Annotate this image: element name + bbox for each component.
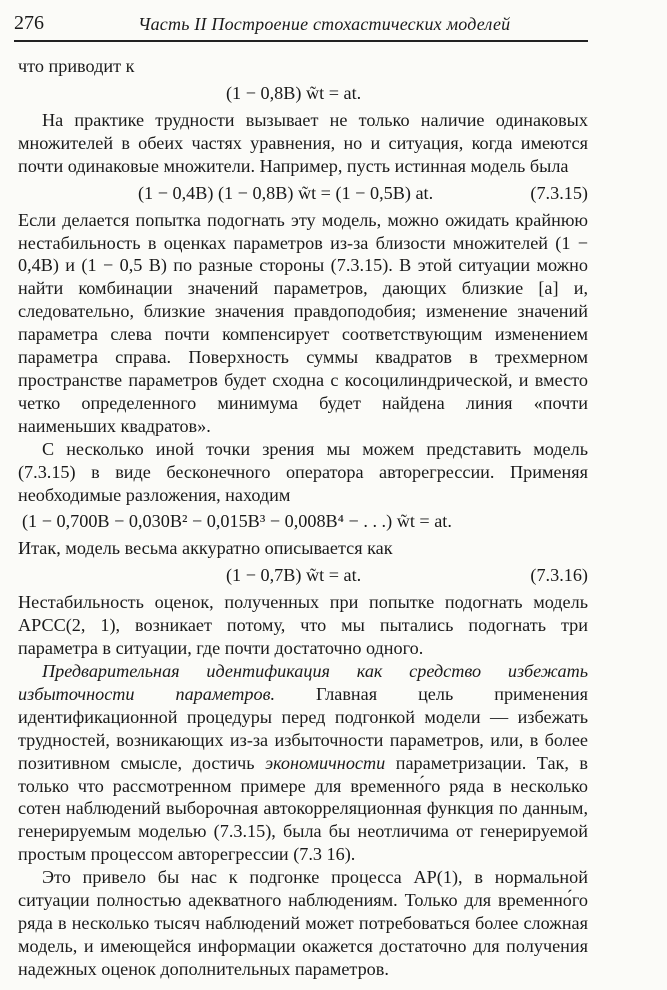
equation-7-3-16	[18, 561, 588, 589]
emphasis-term: экономичности	[265, 752, 386, 773]
equation-1	[18, 79, 588, 107]
paragraph-6: Нестабильность оценок, полученных при попытке подогнать модель АРСС(2, 1), возникает потому, что мы пытались подогнать три параметра в ситуации, где почти достаточно одного.	[18, 592, 588, 659]
equation-7-3-16-expression: (1 − 0,7B) w̃t = at.	[226, 565, 362, 586]
paragraph-7-text-b: параметризации. Так, в только что рассмотренном примере для временно́го ряда в несколько сотен наблюдений выборочная автокорреляционная функция по данным, генерируемым моделью (7.3.15), была бы неотличима от генерируемой простым процессом авторегрессии (7.3 16).	[18, 752, 588, 865]
paragraph-2: На практике трудности вызывает не только наличие одинаковых множителей в обеих частях уравнения, но и ситуация, когда имеются почти одинаковые множители. Например, пусть истинная модель была	[18, 109, 588, 176]
paragraph-3: Если делается попытка подогнать эту модель, можно ожидать крайнюю нестабильность в оценках параметров из-за близости множителей (1 − 0,4B) и (1 − 0,5 B) по разные стороны (7.3.15). В этой ситуации можно найти комбинации значений параметров, дающих близкие [a] и, следовательно, близкие значения правдоподобия; изменение значений параметра слева почти компенсирует соответствующим изменением параметра справа. Поверхность суммы квадратов в трехмерном пространстве параметров будет сходна с косоцилиндрической, и вместо четко определенного минимума будет найдена линия «почти наименьших квадратов».	[18, 209, 588, 436]
equation-expansion	[18, 507, 588, 535]
section-heading-italic: Предварительная идентификация как средство избежать избыточности параметров.	[18, 661, 588, 704]
equation-7-3-16-number: (7.3.16)	[530, 565, 588, 586]
equation-expansion-expression: (1 − 0,700B − 0,030B² − 0,015B³ − 0,008B⁴ − . . .) w̃t = at.	[22, 511, 452, 532]
equation-7-3-15	[18, 179, 588, 207]
running-title: Часть II Построение стохастических моделей	[138, 14, 511, 34]
paragraph-7-text-a: Главная цель применения идентификационной процедуры перед подгонкой модели — избежать трудностей, возникающих из-за избыточности параметров, или, в более позитивном смысле, достичь	[18, 683, 589, 773]
paragraph-5: Итак, модель весьма аккуратно описывается как	[18, 538, 393, 559]
page-number: 276	[14, 12, 44, 34]
equation-1-expression: (1 − 0,8B) w̃t = at.	[226, 82, 362, 103]
equation-7-3-15-expression: (1 − 0,4B) (1 − 0,8B) w̃t = (1 − 0,5B) at.	[138, 182, 434, 203]
paragraph-7	[18, 660, 588, 866]
paragraph-4: С несколько иной точки зрения мы можем представить модель (7.3.15) в виде бесконечного оператора авторегрессии. Применяя необходимые разложения, находим	[18, 438, 588, 505]
equation-7-3-15-number: (7.3.15)	[530, 182, 588, 203]
paragraph-1: что приводит к	[18, 56, 135, 76]
paragraph-8: Это привело бы нас к подгонке процесса АР(1), в нормальной ситуации полностью адекватного наблюдениям. Только для временно́го ряда в несколько тысяч наблюдений может потребоваться более сложная модель, и имеющейся информации окажется достаточно для получения надежных оценок дополнительных параметров.	[18, 867, 588, 979]
page-body	[18, 55, 588, 981]
page-header	[14, 10, 588, 42]
